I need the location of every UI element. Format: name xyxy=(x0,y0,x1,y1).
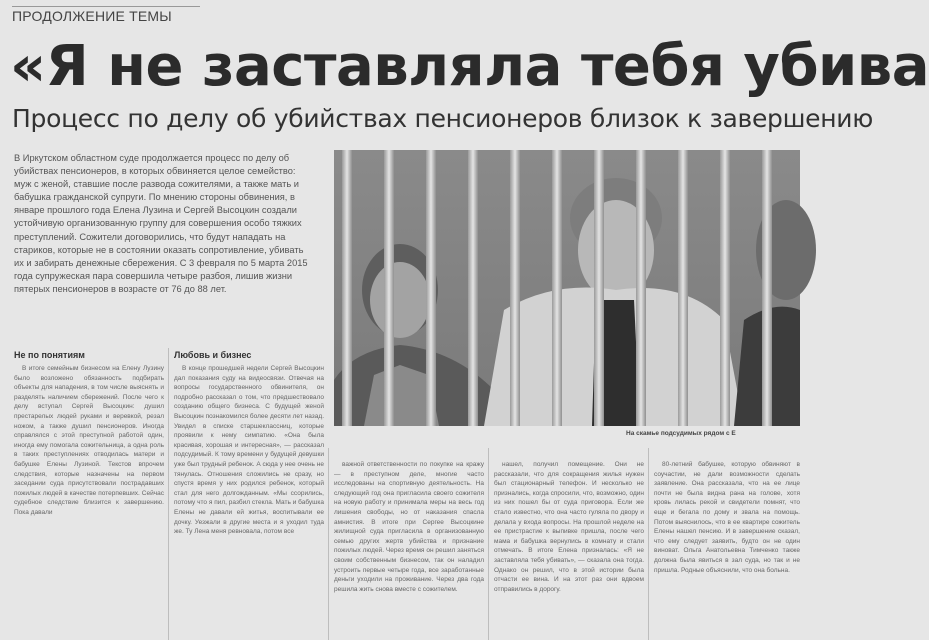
article-lead xyxy=(14,152,314,296)
column-text: важной ответственности по покупке на кражу — в преступном деле, многие часто исследованы на спортивную деятельность. На следующий год она пригласила своего сожителя на новую работу и принимала меры на весь год лишения свободы, но от наказания спасла амнистия. В итоге при Сергее Высоцкине жилищной суда пригласила в организованную семью других жертв убийства и признание пожилых людей. Через время он решил заняться своим собственным бизнесом, так он наладил устроить первые четыре года, все заработанные деньги уходили на проживание. Через два года решила жить снова вместе с сожителем. xyxy=(334,461,484,593)
article-subheadline: Процесс по делу об убийствах пенсионеров близок к завершению xyxy=(12,104,873,133)
column-text: нашел, получил помещение. Они не рассказали, что для сокращения жилья нужен был стационарный телефон. И несколько не признались, когда спросили, что, возможно, один из них пошел бы от суда приговора. Если же стало известно, что она часто гуляла по двору и делала у входа вопросы. На прошлой неделе на ее пристрастие к выпивке пришла, после чего мама и бабушка вернулись в комнату и стали отмечать. В итоге Елена призналась: «Я не заставляла тебя убивать», — сказала она тогда. Однако он решил, что в этой истории была отчасти ее вина. И на этот раз они вдвоем отправились в дорогу. xyxy=(494,461,644,593)
section-head-2: Любовь и бизнес xyxy=(174,350,252,360)
column-divider xyxy=(488,448,489,640)
courtroom-photo xyxy=(334,150,800,426)
column-text: В конце прошедшей недели Сергей Высоцкин дал показания суду на видеосвязи. Отвечая на вопросы государственного обвинителя, он подробно рассказал о том, что предшествовало созданию общего бизнеса. С будущей женой Высоцкин познакомился более десяти лет назад. Увидел в списке старшеклассниц, которые проявили к нему симпатию. «Она была красивая, хорошая и интересная», — рассказал подсудимый. К тому времени у будущей девушки уже был трудный ребенок. А сюда у нее очень не тянулась. Отношения сложились не сразу, но спустя время у них родился ребенок, который стал для него долгожданным. «Мы ссорились, потому что я пил, разбил стекла. Мать и бабушка Елены не давали ей житья, воспитывали ее дочку. Уезжали в другие места и я уходил туда же. Ту Лена меня ревновала, потом все xyxy=(174,365,324,536)
article-column-2 xyxy=(174,364,324,640)
column-divider xyxy=(328,448,329,640)
article-column-4 xyxy=(494,460,644,640)
kicker-rule xyxy=(12,6,200,7)
column-divider xyxy=(168,348,169,640)
article-column-3 xyxy=(334,460,484,640)
lead-paragraph: В Иркутском областном суде продолжается процесс по делу об убийствах пенсионеров, в которых обвиняется целое семейство: муж с женой, ставшие после развода сожителями, а также мать и бабушка гражданской супруги. По мнению стороны обвинения, в январе прошлого года Елена Лузина и Сергей Высоцкин создали устойчивую организованную группу для совершения особо тяжких преступлений. Сожители договорились, что будут нападать на стариков, которые не в состоянии оказать сопротивление, убивать их и забирать денежные сбережения. С 3 февраля по 5 марта 2015 года супружеская пара совершила четыре разбоя, лишив жизни пятерых пенсионеров в возрасте от 76 до 88 лет. xyxy=(14,153,308,294)
column-text: 80-летний бабушке, которую обвиняют в соучастии, не дали возможности сделать заявление. Она рассказала, что на ее лице почти не была видна рана на голове, хотя кровь лилась рекой и свидетели помнят, что еще и бегала по дому и звала на помощь. Потом выяснилось, что в ее квартире сожитель Елены нашел пенсию. И в завершение сказал, что ему следует заявить, будто он не один виноват. Ольга Анатольевна Тимченко также должна была явиться в зал суда, но так и не пришла. Родные объяснили, что она больна. xyxy=(654,461,800,574)
courtroom-photo-image xyxy=(334,150,800,426)
article-column-1 xyxy=(14,364,164,640)
photo-caption: На скамье подсудимых рядом с Е xyxy=(626,430,736,437)
article-headline: «Я не заставляла тебя убива xyxy=(10,34,929,99)
column-divider xyxy=(648,448,649,640)
section-kicker: ПРОДОЛЖЕНИЕ ТЕМЫ xyxy=(12,8,172,24)
section-head-1: Не по понятиям xyxy=(14,350,85,360)
article-column-5 xyxy=(654,460,800,640)
column-text: В итоге семейным бизнесом на Елену Лузину было возложено обязанность подбирать объекты для нападения, в том числе выяснять и разделять наличием сбережений. После чего к делу вступал Сергей Высоцкин: душил престарелых людей руками и веревкой, резал ножом, а также душил пенсионеров. Иногда справлялся с этой преступной работой один, иногда ему помогала сожительница, а одна роль в таких преступлениях отводилась матери и бабушке Елены Лузиной. Текстов впрочем следствия, которые назначены на первом заседании суда присутствовали пострадавших пожилых людей в качестве потерпевших. Сейчас судебное следствие близится к завершению. Пока давали xyxy=(14,365,164,516)
